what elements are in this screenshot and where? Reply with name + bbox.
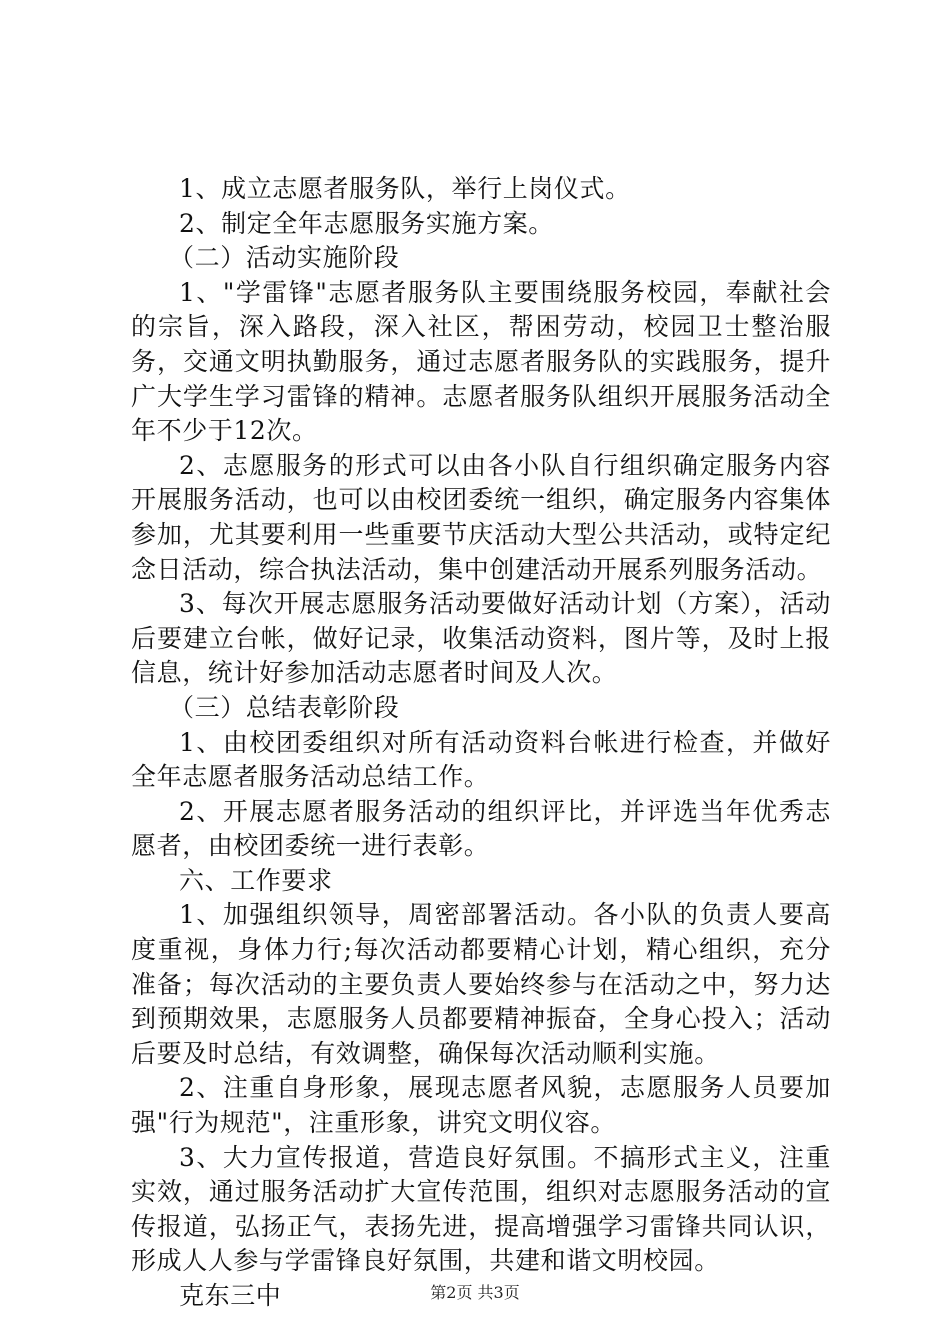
requirement-item-3: 3、大力宣传报道，营造良好氛围。不搞形式主义，注重实效，通过服务活动扩大宣传范围，组织对志愿服务活动的宣传报道，弘扬正气，表扬先进，提高增强学习雷锋共同认识，形成人人参与学雷锋良好氛围，共建和谐文明校园。 [131, 1142, 831, 1276]
section-heading-requirements: 六、工作要求 [179, 865, 333, 895]
summary-item-2: 2、开展志愿者服务活动的组织评比，并评选当年优秀志愿者，由校团委统一进行表彰。 [131, 796, 831, 861]
page-number-label: 第2页 共3页 [430, 1283, 520, 1302]
signature-school-name: 克东三中 [179, 1281, 282, 1310]
step-item-1: 1、成立志愿者服务队，举行上岗仪式。 [179, 174, 631, 203]
implementation-item-1: 1、"学雷锋"志愿者服务队主要围绕服务校园，奉献社会的宗旨，深入路段，深入社区，帮困劳动，校园卫士整治服务，交通文明执勤服务，通过志愿者服务队的实践服务，提升广大学生学习雷锋的精神。志愿者服务队组织开展服务活动全年不少于12次。 [131, 277, 831, 446]
document-body [131, 172, 831, 1314]
section-heading-implementation: （二）活动实施阶段 [169, 243, 400, 273]
requirement-item-1: 1、加强组织领导，周密部署活动。各小队的负责人要高度重视，身体力行;每次活动都要精心计划，精心组织，充分准备；每次活动的主要负责人要始终参与在活动之中，努力达到预期效果，志愿服务人员都要精神振奋，全身心投入；活动后要及时总结，有效调整，确保每次活动顺利实施。 [131, 900, 831, 1068]
requirement-item-2: 2、注重自身形象，展现志愿者风貌，志愿服务人员要加强"行为规范"，注重形象，讲究文明仪容。 [131, 1073, 831, 1138]
summary-item-1: 1、由校团委组织对所有活动资料台帐进行检查，并做好全年志愿者服务活动总结工作。 [131, 727, 831, 792]
implementation-item-2: 2、志愿服务的形式可以由各小队自行组织确定服务内容开展服务活动，也可以由校团委统一组织，确定服务内容集体参加，尤其要利用一些重要节庆活动大型公共活动，或特定纪念日活动，综合执法活动，集中创建活动开展系列服务活动。 [131, 450, 831, 584]
page-footer [0, 1283, 950, 1303]
section-heading-summary: （三）总结表彰阶段 [169, 692, 400, 722]
implementation-item-3: 3、每次开展志愿服务活动要做好活动计划（方案），活动后要建立台帐，做好记录，收集活动资料，图片等，及时上报信息，统计好参加活动志愿者时间及人次。 [131, 589, 831, 688]
step-item-2: 2、制定全年志愿服务实施方案。 [179, 208, 554, 238]
